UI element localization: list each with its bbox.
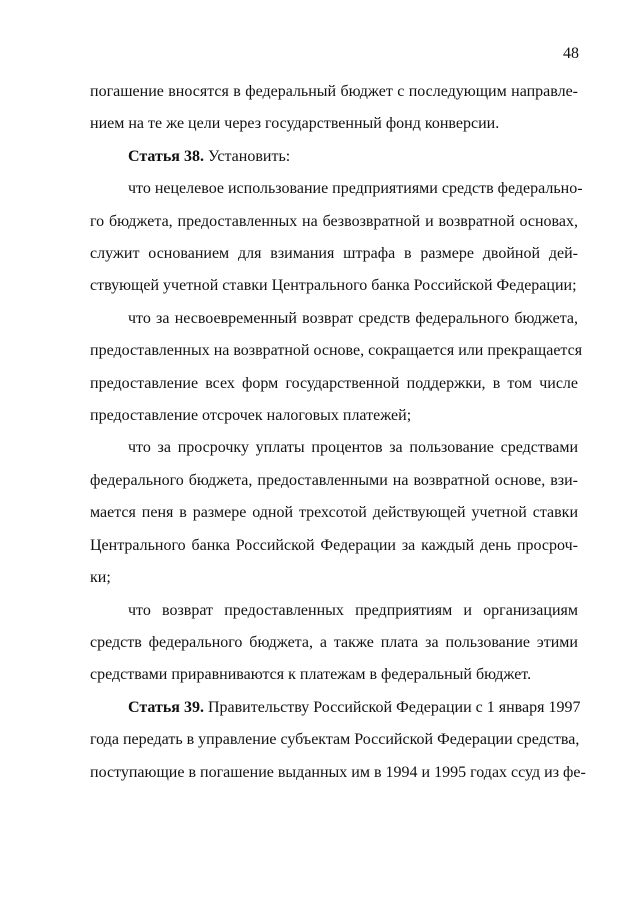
line-text: года передать в управление субъектам Российской Федерации средства, bbox=[90, 731, 580, 749]
line-text: что возврат предоставленных предприятиям и организациям bbox=[128, 601, 578, 619]
body-paragraph bbox=[90, 303, 583, 433]
article-label: Статья 38. bbox=[128, 147, 204, 165]
text-line bbox=[90, 627, 578, 659]
article-paragraph bbox=[90, 692, 586, 789]
line-text: го бюджета, предоставленных на безвозвратной и возвратной основах, bbox=[90, 212, 578, 230]
line-text: что за несвоевременный возврат средств федерального бюджета, bbox=[128, 309, 578, 327]
text-line bbox=[90, 270, 578, 302]
text-line bbox=[90, 141, 578, 173]
line-text: федерального бюджета, предоставленными на возвратной основе, взи- bbox=[90, 471, 578, 489]
text-line bbox=[90, 595, 578, 627]
text-line bbox=[90, 692, 581, 724]
text-line bbox=[90, 562, 578, 594]
text-line bbox=[90, 335, 583, 367]
body-paragraph bbox=[90, 173, 583, 303]
text-line bbox=[90, 432, 578, 464]
line-text: нием на те же цели через государственный фонд конверсии. bbox=[90, 115, 500, 133]
line-text: предоставление отсрочек налоговых платежей; bbox=[90, 407, 412, 425]
text-line bbox=[90, 303, 578, 335]
line-text: служит основанием для взимания штрафа в размере двойной дей- bbox=[90, 245, 578, 263]
document-body bbox=[90, 76, 586, 789]
line-text: ки; bbox=[90, 569, 111, 587]
text-line bbox=[90, 659, 578, 691]
line-text: мается пеня в размере одной трехсотой действующей учетной ставки bbox=[90, 504, 578, 522]
text-line bbox=[90, 465, 578, 497]
text-line bbox=[90, 757, 586, 789]
body-paragraph bbox=[90, 595, 578, 692]
line-text: Установить: bbox=[203, 147, 291, 165]
text-line bbox=[90, 368, 578, 400]
text-line bbox=[90, 206, 578, 238]
text-line bbox=[90, 238, 578, 270]
line-text: что за просрочку уплаты процентов за пользование средствами bbox=[128, 439, 578, 457]
article-paragraph bbox=[90, 141, 578, 173]
line-text: погашение вносятся в федеральный бюджет с последующим направле- bbox=[90, 83, 578, 100]
line-text: предоставление всех форм государственной поддержки, в том числе bbox=[90, 374, 578, 392]
line-text: средствами приравниваются к платежам в федеральный бюджет. bbox=[90, 666, 532, 684]
line-text: поступающие в погашение выданных им в 1994 и 1995 годах ссуд из фе- bbox=[90, 763, 586, 781]
body-paragraph bbox=[90, 76, 578, 141]
text-line bbox=[90, 76, 578, 108]
text-line bbox=[90, 724, 578, 756]
text-line bbox=[90, 400, 578, 432]
line-text: Центрального банка Российской Федерации за каждый день просроч- bbox=[90, 536, 578, 554]
body-paragraph bbox=[90, 432, 578, 594]
line-text: Правительству Российской Федерации с 1 января 1997 bbox=[203, 698, 581, 716]
line-text: предоставленных на возвратной основе, сокращается или прекращается bbox=[90, 342, 583, 360]
page-number: 48 bbox=[563, 45, 579, 62]
text-line bbox=[90, 173, 583, 205]
article-label: Статья 39. bbox=[128, 698, 204, 716]
text-line bbox=[90, 530, 578, 562]
line-text: средств федерального бюджета, а также плата за пользование этими bbox=[90, 633, 578, 651]
text-line bbox=[90, 108, 578, 140]
line-text: ствующей учетной ставки Центрального банка Российской Федерации; bbox=[90, 277, 577, 295]
line-text: что нецелевое использование предприятиями средств федерально- bbox=[128, 180, 583, 198]
text-line bbox=[90, 497, 578, 529]
